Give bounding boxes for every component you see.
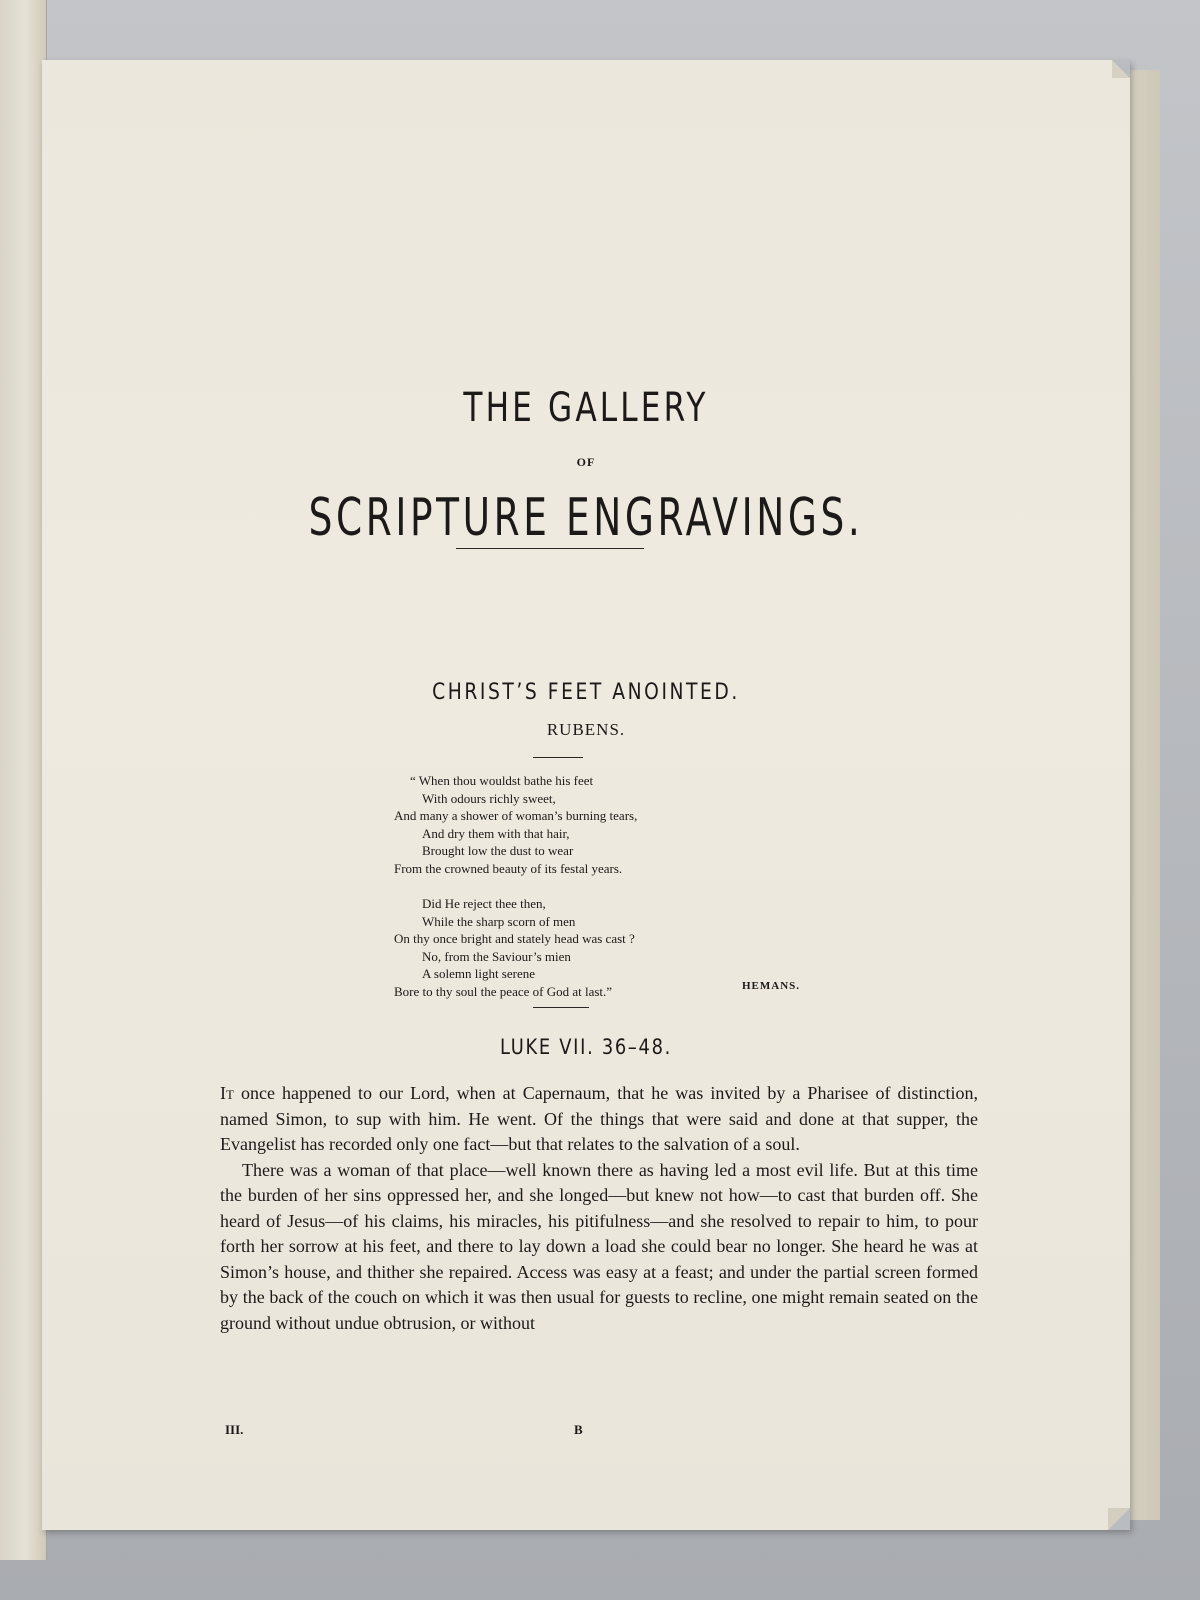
poem-line: A solemn light serene [422,966,536,981]
title-divider [456,548,644,549]
paragraph-2: There was a woman of that place—well known there as having led a most evil life. But at this time the burden of her sins oppressed her, and she longed—but knew not how—to cast that burden off. She heard of Jesus—of his claims, his miracles, his pitifulness—and she resolved to repair to him, to pour forth her sorrow at his feet, and there to lay down a load she could bear no longer. She heard he was at Simon’s house, and thither she repaired. Access was easy at a feast; and under the partial screen formed by the back of the couch on which it was then usual for guests to recline, one might remain seated on the ground without undue obtrusion, or without [220,1159,978,1333]
section-heading: CHRIST’S FEET ANOINTED. [432,680,740,705]
paragraph-1 [220,1081,978,1158]
poem-line: With odours richly sweet, [422,790,556,806]
poem-line: While the sharp scorn of men [422,913,576,929]
page-corner-top [1112,60,1130,78]
poem [394,772,814,1000]
body-text [220,1081,978,1336]
book-page [42,60,1130,1530]
poem-line: From the crowned beauty of its festal years. [394,860,623,876]
artist-name: RUBENS. [546,720,626,739]
left-page-edge [0,0,47,1560]
poem-line: No, from the Saviour’s mien [422,948,571,964]
page-corner-bottom [1108,1508,1130,1530]
title-of: OF [576,455,596,469]
poem-line: And many a shower of woman’s burning tears, [394,808,638,823]
title-line-1: THE GALLERY [463,385,709,431]
poem-line: Did He reject thee then, [422,896,546,911]
signature-mark: B [574,1422,583,1437]
poem-line: Brought low the dust to wear [422,843,574,858]
poem-line: “ When thou wouldst bathe his feet [410,773,594,788]
poem-divider [533,1007,589,1008]
poem-line: And dry them with that hair, [422,825,570,841]
volume-number: III. [225,1422,244,1437]
artist-divider [533,757,583,758]
poem-line: On thy once bright and stately head was cast ? [394,931,635,946]
poem-attribution: HEMANS. [742,980,801,992]
poem-line: Bore to thy soul the peace of God at last.” [394,983,613,999]
paragraph-1-text: once happened to our Lord, when at Capernaum, that he was invited by a Pharisee of distinction, named Simon, to sup with him. He went. Of the things that were said and done at that supper, the Evangelist has recorded only one fact—but that relates to the salvation of a soul. [220,1083,978,1154]
scripture-reference: LUKE VII. 36–48. [499,1035,673,1059]
paragraph-lead: It [220,1083,234,1103]
title-line-2: SCRIPTURE ENGRAVINGS. [308,488,864,548]
